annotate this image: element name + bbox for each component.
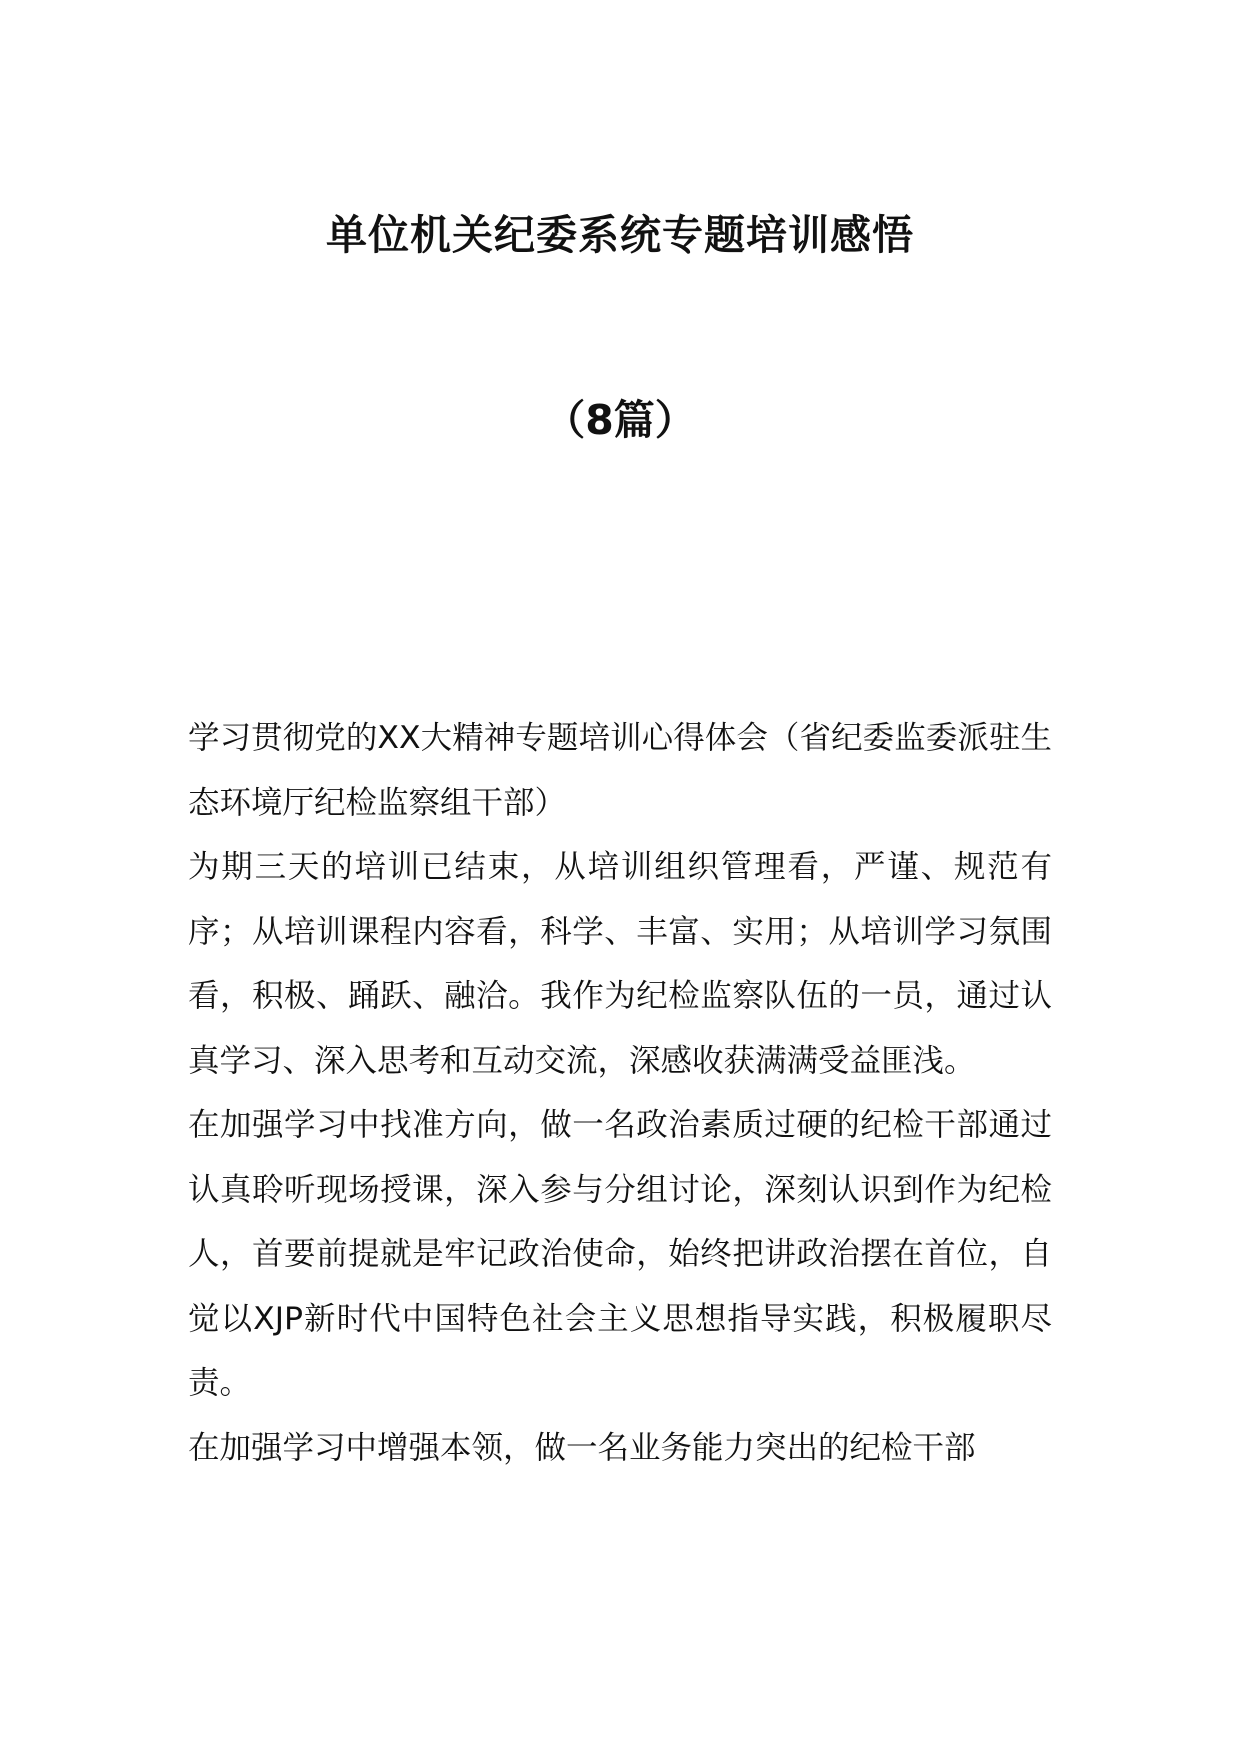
paragraph-heading-intro: 学习贯彻党的XX大精神专题培训心得体会（省纪委监委派驻生态环境厅纪检监察组干部）: [188, 720, 1052, 821]
document-title: 单位机关纪委系统专题培训感悟: [326, 211, 914, 259]
document-body: [188, 706, 1052, 1480]
paragraph-training-summary: 为期三天的培训已结束，从培训组织管理看，严谨、规范有序；从培训课程内容看，科学、丰富、实用；从培训学习氛围看，积极、踊跃、融洽。我作为纪检监察队伍的一员，通过认真学习、深入思考和互动交流，深感收获满满受益匪浅。: [188, 849, 1052, 1079]
paragraph-political-direction: 在加强学习中找准方向，做一名政治素质过硬的纪检干部通过认真聆听现场授课，深入参与分组讨论，深刻认识到作为纪检人，首要前提就是牢记政治使命，始终把讲政治摆在首位，自觉以XJP新时代中国特色社会主义思想指导实践，积极履职尽责。: [188, 1107, 1052, 1401]
paragraph-professional-ability: 在加强学习中增强本领，做一名业务能力突出的纪检干部: [188, 1429, 976, 1466]
document-subtitle: （8篇）: [544, 396, 696, 444]
